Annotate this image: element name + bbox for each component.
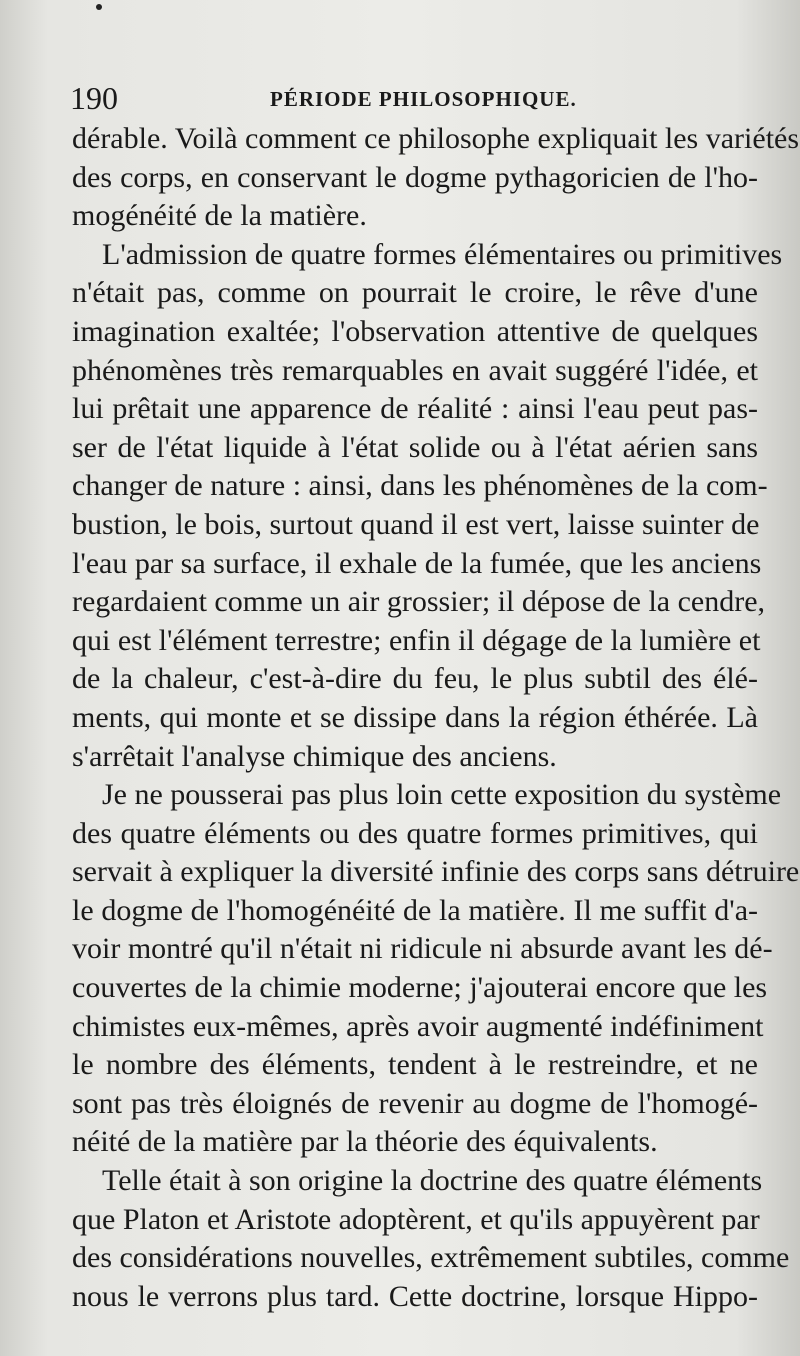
text-line: L'admission de quatre formes élémentaires ou primitives xyxy=(102,237,783,271)
text-line: qui est l'élément terrestre; enfin il dégage de la lumière et xyxy=(72,623,761,657)
text-line: couvertes de la chimie moderne; j'ajouterai encore que les xyxy=(72,971,768,1005)
text-line: l'eau par sa surface, il exhale de la fumée, que les anciens xyxy=(72,546,762,580)
page-number: 190 xyxy=(70,80,118,116)
ink-speck xyxy=(96,4,102,10)
text-line: voir montré qu'il n'était ni ridicule ni absurde avant les dé- xyxy=(72,932,773,966)
running-title: PÉRIODE PHILOSOPHIQUE. xyxy=(270,87,577,111)
text-line: des considérations nouvelles, extrêmement subtiles, comme xyxy=(72,1241,790,1275)
text-line: le nombre des éléments, tendent à le restreindre, et ne xyxy=(72,1048,758,1082)
text-line: lui prêtait une apparence de réalité : ainsi l'eau peut pas- xyxy=(72,392,758,426)
body-text xyxy=(72,120,800,1316)
text-line: bustion, le bois, surtout quand il est vert, laisse suinter de xyxy=(72,507,760,541)
text-line: imagination exaltée; l'observation attentive de quelques xyxy=(72,314,758,348)
text-line: servait à expliquer la diversité infinie des corps sans détruire xyxy=(72,855,800,889)
text-line: phénomènes très remarquables en avait suggéré l'idée, et xyxy=(72,353,758,387)
text-line: Telle était à son origine la doctrine des quatre éléments xyxy=(102,1164,763,1198)
text-line: le dogme de l'homogénéité de la matière. Il me suffit d'a- xyxy=(72,893,758,927)
text-line: mogénéité de la matière. xyxy=(72,199,367,233)
text-line: chimistes eux-mêmes, après avoir augmenté indéfiniment xyxy=(72,1009,764,1043)
running-head xyxy=(70,78,760,118)
text-line: sont pas très éloignés de revenir au dogme de l'homogé- xyxy=(72,1086,758,1120)
text-line: des corps, en conservant le dogme pythagoricien de l'ho- xyxy=(72,160,758,194)
text-line: ser de l'état liquide à l'état solide ou à l'état aérien sans xyxy=(72,430,758,464)
text-line: dérable. Voilà comment ce philosophe expliquait les variétés xyxy=(72,122,800,155)
text-line: ments, qui monte et se dissipe dans la région éthérée. Là xyxy=(72,700,758,734)
text-line: de la chaleur, c'est-à-dire du feu, le plus subtil des élé- xyxy=(72,662,758,696)
text-line: nous le verrons plus tard. Cette doctrine, lorsque Hippo- xyxy=(72,1279,758,1313)
text-line: s'arrêtait l'analyse chimique des anciens. xyxy=(72,739,557,773)
text-line: néité de la matière par la théorie des équivalents. xyxy=(72,1125,658,1159)
text-line: n'était pas, comme on pourrait le croire, le rêve d'une xyxy=(72,276,758,310)
text-line: regardaient comme un air grossier; il dépose de la cendre, xyxy=(72,585,766,619)
text-line: des quatre éléments ou des quatre formes primitives, qui xyxy=(72,816,758,850)
text-line: changer de nature : ainsi, dans les phénomènes de la com- xyxy=(72,469,768,503)
text-line: Je ne pousserai pas plus loin cette exposition du système xyxy=(102,778,782,812)
text-line: que Platon et Aristote adoptèrent, et qu'ils appuyèrent par xyxy=(72,1202,760,1236)
